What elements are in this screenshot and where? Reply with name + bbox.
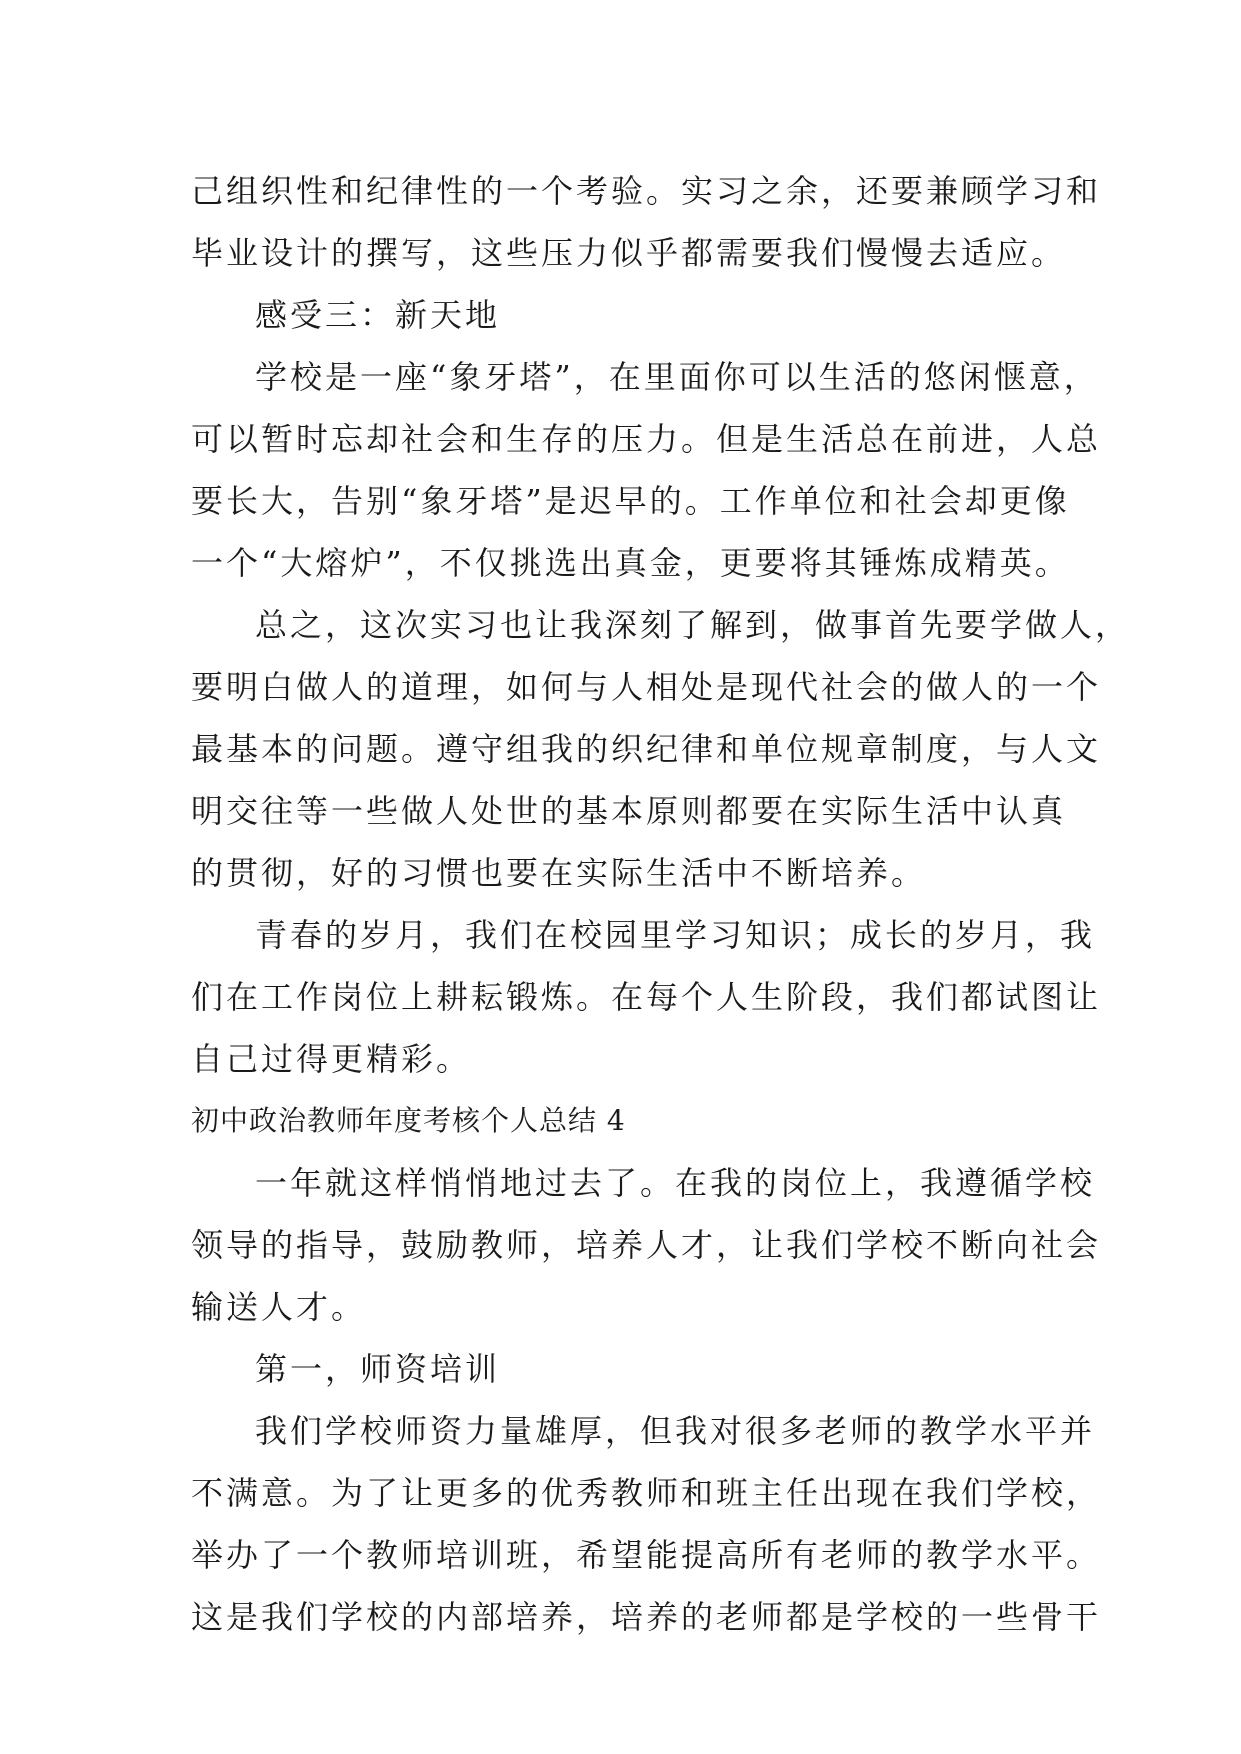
text-line: 们在工作岗位上耕耘锻炼。在每个人生阶段，我们都试图让 — [191, 978, 1102, 1016]
paragraph-start: 学校是一座“象牙塔”，在里面你可以生活的悠闲惬意， — [255, 358, 1099, 396]
section-heading: 第一，师资培训 — [255, 1350, 501, 1388]
text-line: 一个“大熔炉”，不仅挑选出真金，更要将其锤炼成精英。 — [191, 544, 1070, 582]
paragraph-start: 我们学校师资力量雄厚，但我对很多老师的教学水平并 — [255, 1412, 1096, 1450]
text-line: 不满意。为了让更多的优秀教师和班主任出现在我们学校， — [191, 1474, 1102, 1512]
text-line: 领导的指导，鼓励教师，培养人才，让我们学校不断向社会 — [191, 1226, 1102, 1264]
text-line: 的贯彻，好的习惯也要在实际生活中不断培养。 — [191, 854, 927, 892]
paragraph-start: 青春的岁月，我们在校园里学习知识；成长的岁月，我 — [255, 916, 1096, 954]
section-heading: 感受三：新天地 — [255, 296, 501, 334]
text-line: 可以暂时忘却社会和生存的压力。但是生活总在前进，人总 — [191, 420, 1102, 458]
text-line: 最基本的问题。遵守组我的织纪律和单位规章制度，与人文 — [191, 730, 1102, 768]
text-line: 输送人才。 — [191, 1288, 367, 1326]
text-line: 要明白做人的道理，如何与人相处是现代社会的做人的一个 — [191, 668, 1102, 706]
text-line: 明交往等一些做人处世的基本原则都要在实际生活中认真 — [191, 792, 1067, 830]
paragraph-start: 总之，这次实习也让我深刻了解到，做事首先要学做人， — [255, 606, 1131, 644]
text-line: 己组织性和纪律性的一个考验。实习之余，还要兼顾学习和 — [191, 172, 1102, 210]
text-line: 举办了一个教师培训班，希望能提高所有老师的教学水平。 — [191, 1536, 1102, 1574]
text-line: 自己过得更精彩。 — [191, 1040, 472, 1078]
text-line: 要长大，告别“象牙塔”是迟早的。工作单位和社会却更像 — [191, 482, 1070, 520]
document-body — [191, 160, 1131, 1648]
text-line: 毕业设计的撰写，这些压力似乎都需要我们慢慢去适应。 — [191, 234, 1067, 272]
paragraph-start: 一年就这样悄悄地过去了。在我的岗位上，我遵循学校 — [255, 1164, 1096, 1202]
article-title: 初中政治教师年度考核个人总结 4 — [191, 1104, 626, 1137]
text-line: 这是我们学校的内部培养，培养的老师都是学校的一些骨干 — [191, 1598, 1102, 1636]
